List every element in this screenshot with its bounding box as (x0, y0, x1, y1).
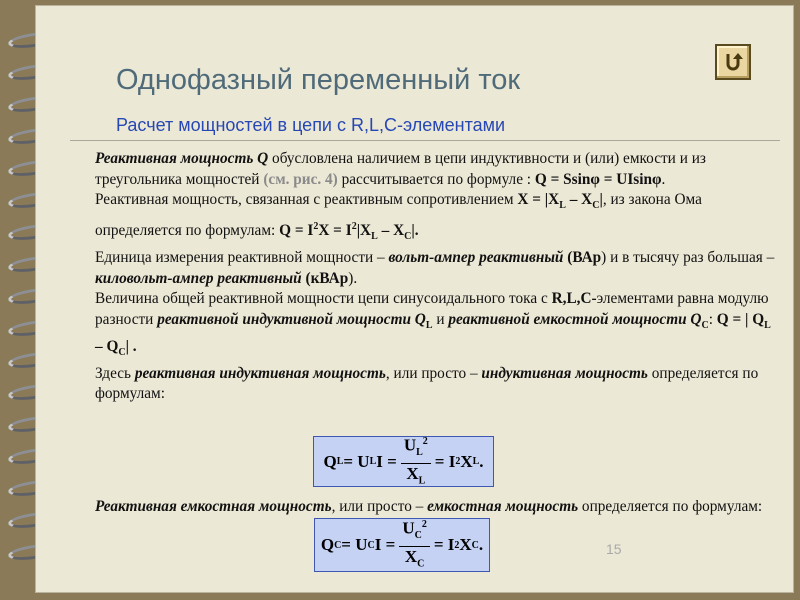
unit-abbr: (ВАр (563, 249, 602, 266)
text-span: X (459, 535, 472, 554)
subscript: L (418, 475, 426, 487)
term-reactive-inductive: реактивная индуктивная мощность (134, 364, 386, 382)
return-arrow-icon (721, 50, 745, 74)
text-span: Единица измерения реактивной мощности – (95, 249, 389, 266)
unit-abbr: (кВАр (301, 269, 349, 287)
text-span: |X (356, 222, 372, 240)
subscript: C (592, 200, 600, 212)
figure-reference-link[interactable]: (см. рис. 4) (263, 170, 338, 188)
denominator (406, 464, 425, 491)
body-text (95, 149, 775, 405)
text-span: и (432, 311, 449, 329)
subscript: L (336, 456, 344, 467)
paragraph-inductive (95, 364, 775, 405)
subscript: C (471, 539, 479, 551)
numerator (401, 432, 431, 464)
text-span: Здесь (95, 364, 135, 382)
page-number: 15 (606, 541, 622, 557)
text-span: R,L,C- (551, 290, 597, 308)
subscript: L (559, 200, 566, 212)
text-span: I = (376, 451, 397, 471)
text-span: ). (348, 269, 358, 287)
subscript: C (701, 320, 709, 332)
text-span: = U (343, 451, 370, 471)
paragraph-ohms-law (95, 190, 775, 248)
formula-inline (279, 221, 419, 243)
text-span: – X (565, 191, 593, 209)
text-span: . (478, 535, 484, 554)
text-span: – X (377, 222, 405, 240)
term-inductive-power: реактивной индуктивной мощности Q (157, 311, 426, 329)
text-span: U (403, 435, 417, 455)
text-span: U (402, 518, 415, 538)
text-span: обусловлена наличием в цепи индуктивности и (или) емкости и из треугольника мощностей (95, 150, 706, 188)
text-span: Q (320, 535, 335, 554)
formula-inline: Q = Ssinφ = UIsinφ (534, 170, 662, 188)
text-span: определяется по формулам: (95, 364, 759, 403)
text-span: Q = I (279, 222, 314, 240)
text-span: X (404, 547, 418, 567)
subscript: C (334, 539, 342, 551)
term-kvar: киловольт-ампер реактивный (95, 269, 302, 287)
return-button[interactable] (715, 44, 751, 80)
subscript: L (371, 231, 378, 243)
slide-subtitle: Расчет мощностей в цепи с R,L,C-элементами (116, 115, 506, 135)
text-span: определяется по формулам: (578, 498, 763, 515)
text-span: : (708, 311, 717, 329)
subscript: C (417, 558, 425, 570)
text-span: Q = | Q (716, 311, 765, 329)
text-span: Реактивная мощность, связанная с реактивным сопротивлением (95, 191, 518, 209)
text-span: – Q (95, 337, 119, 355)
subscript: C (414, 530, 422, 542)
paragraph-units (95, 248, 775, 289)
text-span: , из закона Ома определяется по формулам: (95, 191, 702, 240)
formula-box-inductive (313, 436, 494, 487)
term-reactive-capacitive: Реактивная емкостная мощность (95, 498, 332, 515)
superscript: 2 (455, 456, 461, 467)
subscript: L (369, 456, 377, 467)
term-reactive-power: Реактивная мощность Q (95, 150, 269, 167)
text-span: | . (125, 337, 137, 355)
text-span: ) и в тысячу раз большая – (601, 249, 775, 266)
text-span: . (661, 170, 666, 188)
text-span: = I (434, 451, 456, 471)
text-span: Величина общей реактивной мощности цепи синусоидального тока с (95, 290, 552, 308)
body-text-capacitive (95, 497, 775, 518)
fraction (401, 432, 431, 491)
text-span: = U (341, 535, 368, 554)
subscript: C (404, 231, 412, 243)
text-span: | (599, 191, 603, 209)
slide-title: Однофазный переменный ток (116, 64, 521, 96)
term-inductive: индуктивная мощность (481, 364, 648, 382)
subscript: L (472, 456, 480, 467)
superscript: 2 (454, 539, 460, 551)
text-span: = I (433, 535, 455, 554)
text-span: |. (411, 222, 419, 240)
text-span: I = (374, 535, 396, 554)
text-span: , или просто – (331, 498, 428, 515)
subscript: C (367, 539, 375, 551)
subscript: L (425, 320, 433, 332)
term-capacitive-power: реактивной емкостной мощности Q (448, 311, 702, 329)
superscript: 2 (421, 519, 427, 531)
text-span: X (406, 463, 419, 483)
numerator (399, 515, 430, 547)
title-divider (70, 140, 780, 141)
superscript: 2 (313, 221, 319, 233)
subscript: L (416, 446, 423, 458)
denominator (405, 547, 425, 574)
term-var: вольт-ампер реактивный (388, 249, 564, 266)
superscript: 2 (422, 435, 428, 447)
term-capacitive: емкостная мощность (427, 498, 579, 515)
subscript: C (118, 346, 126, 358)
subscript: L (764, 320, 771, 332)
text-span: рассчитывается по формуле : (337, 170, 535, 188)
text-span: X (460, 451, 473, 471)
text-span: . (479, 451, 484, 471)
paragraph-capacitive (95, 497, 775, 518)
text-span: , или просто – (385, 364, 482, 382)
paragraph-reactive-power (95, 149, 775, 190)
paragraph-total-reactive (95, 289, 775, 363)
fraction (399, 515, 430, 574)
text-span: Q (323, 451, 337, 471)
formula-box-capacitive (314, 518, 490, 572)
text-span: X = |X (517, 191, 560, 209)
superscript: 2 (351, 221, 357, 233)
text-span: элементами равна модулю разности (95, 290, 769, 329)
text-span: X = I (318, 222, 352, 240)
formula-inline (517, 191, 603, 212)
